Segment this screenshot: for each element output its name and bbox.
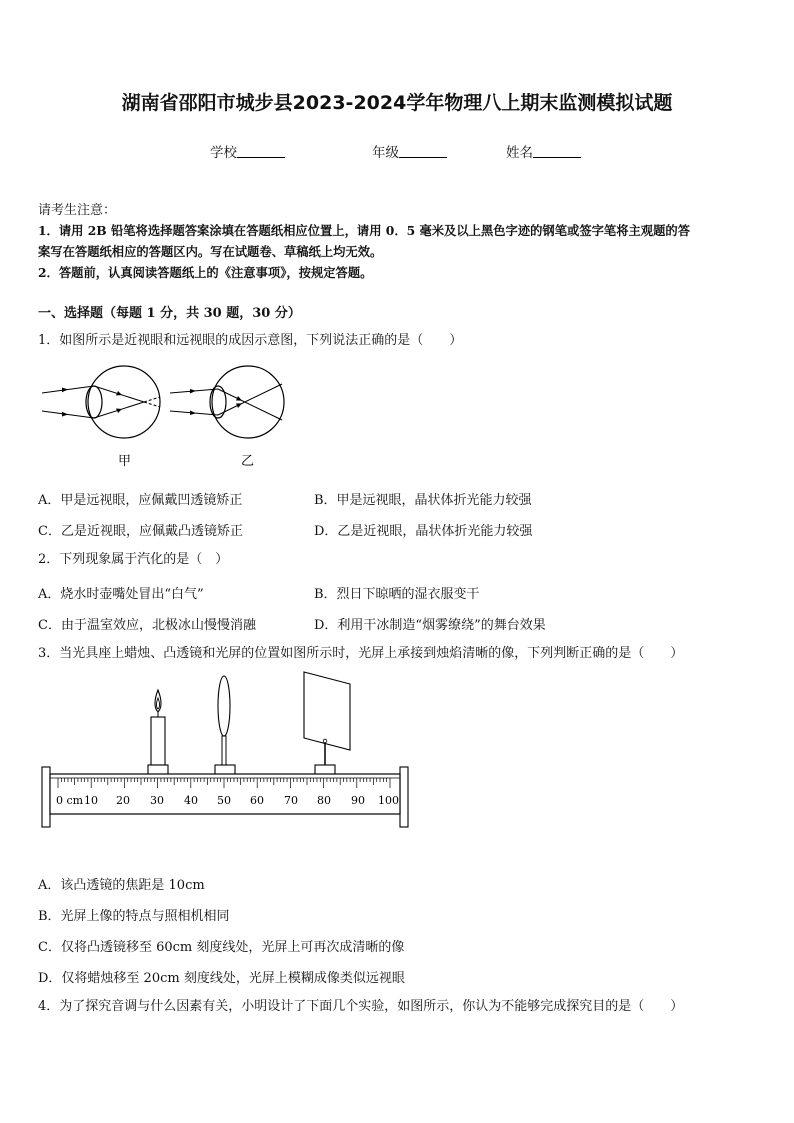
ruler-label-80: 80 [317, 794, 331, 807]
eye-diagram-jia [42, 366, 160, 438]
q1-option-b[interactable]: B．甲是远视眼，晶状体折光能力较强 [314, 493, 532, 508]
q1-option-a[interactable]: A．甲是远视眼，应佩戴凹透镜矫正 [38, 493, 243, 508]
q2-option-b[interactable]: B．烈日下晾晒的湿衣服变干 [314, 587, 480, 602]
eye-diagram-yi [170, 366, 284, 438]
figure-label-yi: 乙 [241, 454, 255, 469]
school-label: 学校 [210, 145, 237, 161]
notice-line-2: 2．答题前，认真阅读答题纸上的《注意事项》，按规定答题。 [38, 265, 373, 280]
light-screen [304, 672, 350, 777]
question-4-stem: 4．为了探究音调与什么因素有关，小明设计了下面几个实验，如图所示，你认为不能够完成探究目的是（ ） [38, 999, 684, 1014]
q3-option-b[interactable]: B．光屏上像的特点与照相机相同 [38, 909, 230, 924]
question-2-stem: 2．下列现象属于汽化的是（ ） [38, 552, 229, 567]
q1-option-d[interactable]: D．乙是近视眼，晶状体折光能力较强 [314, 524, 533, 539]
question-3-stem: 3．当光具座上蜡烛、凸透镜和光屏的位置如图所示时，光屏上承接到烛焰清晰的像，下列判断正确的是（ ） [38, 646, 684, 661]
q3-option-d[interactable]: D．仅将蜡烛移至 20cm 刻度线处，光屏上模糊成像类似远视眼 [38, 971, 405, 986]
q2-option-c[interactable]: C．由于温室效应，北极冰山慢慢消融 [38, 618, 256, 633]
grade-field [372, 141, 447, 161]
notice-line-1b: 案写在答题纸相应的答题区内。写在试题卷、草稿纸上均无效。 [38, 244, 383, 259]
ruler-label-30: 30 [150, 794, 164, 807]
grade-label: 年级 [372, 145, 399, 161]
eye-diagram-figure [38, 362, 298, 472]
name-label: 姓名 [506, 145, 533, 161]
name-blank [533, 145, 581, 158]
ruler-label-60: 60 [250, 794, 264, 807]
section-heading: 一、选择题（每题 1 分，共 30 题，30 分） [38, 306, 301, 321]
ruler-label-100: 100 [378, 794, 399, 807]
q2-option-a[interactable]: A．烧水时壶嘴处冒出“白气” [38, 587, 204, 602]
question-1-stem: 1．如图所示是近视眼和远视眼的成因示意图，下列说法正确的是（ ） [38, 333, 463, 348]
ruler-label-70: 70 [284, 794, 298, 807]
q2-option-d[interactable]: D．利用干冰制造“烟雾缭绕”的舞台效果 [314, 618, 546, 633]
notice-heading: 请考生注意： [38, 203, 117, 218]
ruler-label-20: 20 [116, 794, 130, 807]
q3-option-c[interactable]: C．仅将凸透镜移至 60cm 刻度线处，光屏上可再次成清晰的像 [38, 940, 405, 955]
ruler-label-0: 0 cm [56, 794, 84, 807]
school-field [210, 141, 285, 161]
q3-option-a[interactable]: A．该凸透镜的焦距是 10cm [38, 878, 205, 893]
school-blank [237, 145, 285, 158]
grade-blank [399, 145, 447, 158]
q1-option-c[interactable]: C．乙是近视眼，应佩戴凸透镜矫正 [38, 524, 243, 539]
optical-bench-figure [38, 670, 418, 832]
page-title: 湖南省邵阳市城步县2023-2024学年物理八上期末监测模拟试题 [121, 92, 673, 114]
notice-line-1a: 1．请用 2B 铅笔将选择题答案涂填在答题纸相应位置上，请用 0．5 毫米及以上黑色字迹的钢笔或签字笔将主观题的答 [38, 223, 690, 238]
ruler-label-10: 10 [84, 794, 98, 807]
figure-label-jia: 甲 [118, 454, 132, 469]
name-field [506, 141, 581, 161]
candle [148, 690, 168, 777]
convex-lens [215, 676, 235, 777]
ruler-label-50: 50 [217, 794, 231, 807]
ruler-label-40: 40 [184, 794, 198, 807]
ruler-label-90: 90 [351, 794, 365, 807]
